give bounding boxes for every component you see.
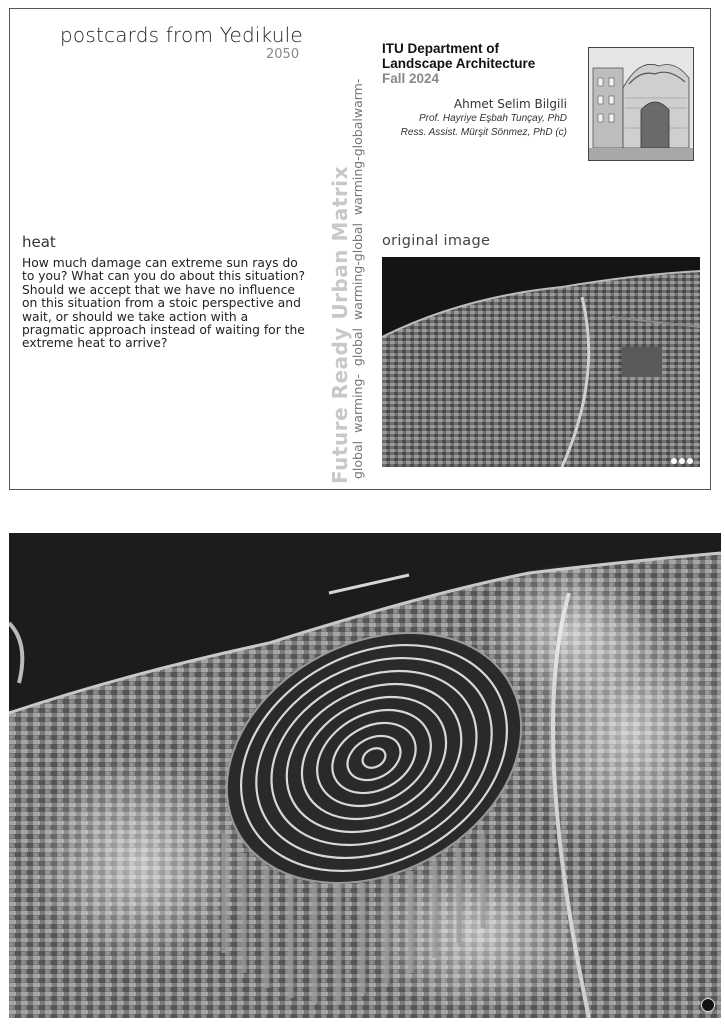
term: Fall 2024 [382, 71, 440, 86]
vertical-words: global warming- global warming-global warming-globalwarm- [350, 78, 365, 479]
professor: Prof. Hayriye Eşbah Tunçay, PhD [418, 113, 567, 124]
aerial-city-photo [382, 257, 700, 467]
aerial-heat-render-photo [9, 533, 721, 1018]
department-block [382, 41, 535, 86]
postcard-title: postcards from Yedikule [60, 23, 303, 47]
assistant: Ress. Assist. Mürşit Sönmez, PhD (c) [400, 127, 567, 138]
vertical-title: Future Ready Urban Matrix [328, 165, 352, 484]
postcard-card [9, 8, 711, 490]
department-line1: ITU Department of [382, 41, 500, 56]
heat-heading: heat [22, 233, 56, 251]
department-line2: Landscape Architecture [382, 56, 536, 71]
postcard-year: 2050 [266, 47, 300, 62]
heat-text: How much damage can extreme sun rays do to you? What can you do about this situation? Should we accept that we have no influence on this situation from a stoic perspective and wait, or should we take action with a pragmatic approach instead of waiting for the extreme heat to arrive? [22, 256, 306, 351]
info-icon [701, 998, 715, 1012]
historic-gate-photo [588, 47, 694, 161]
original-image-label: original image [382, 233, 491, 249]
author: Ahmet Selim Bilgili [453, 97, 567, 111]
